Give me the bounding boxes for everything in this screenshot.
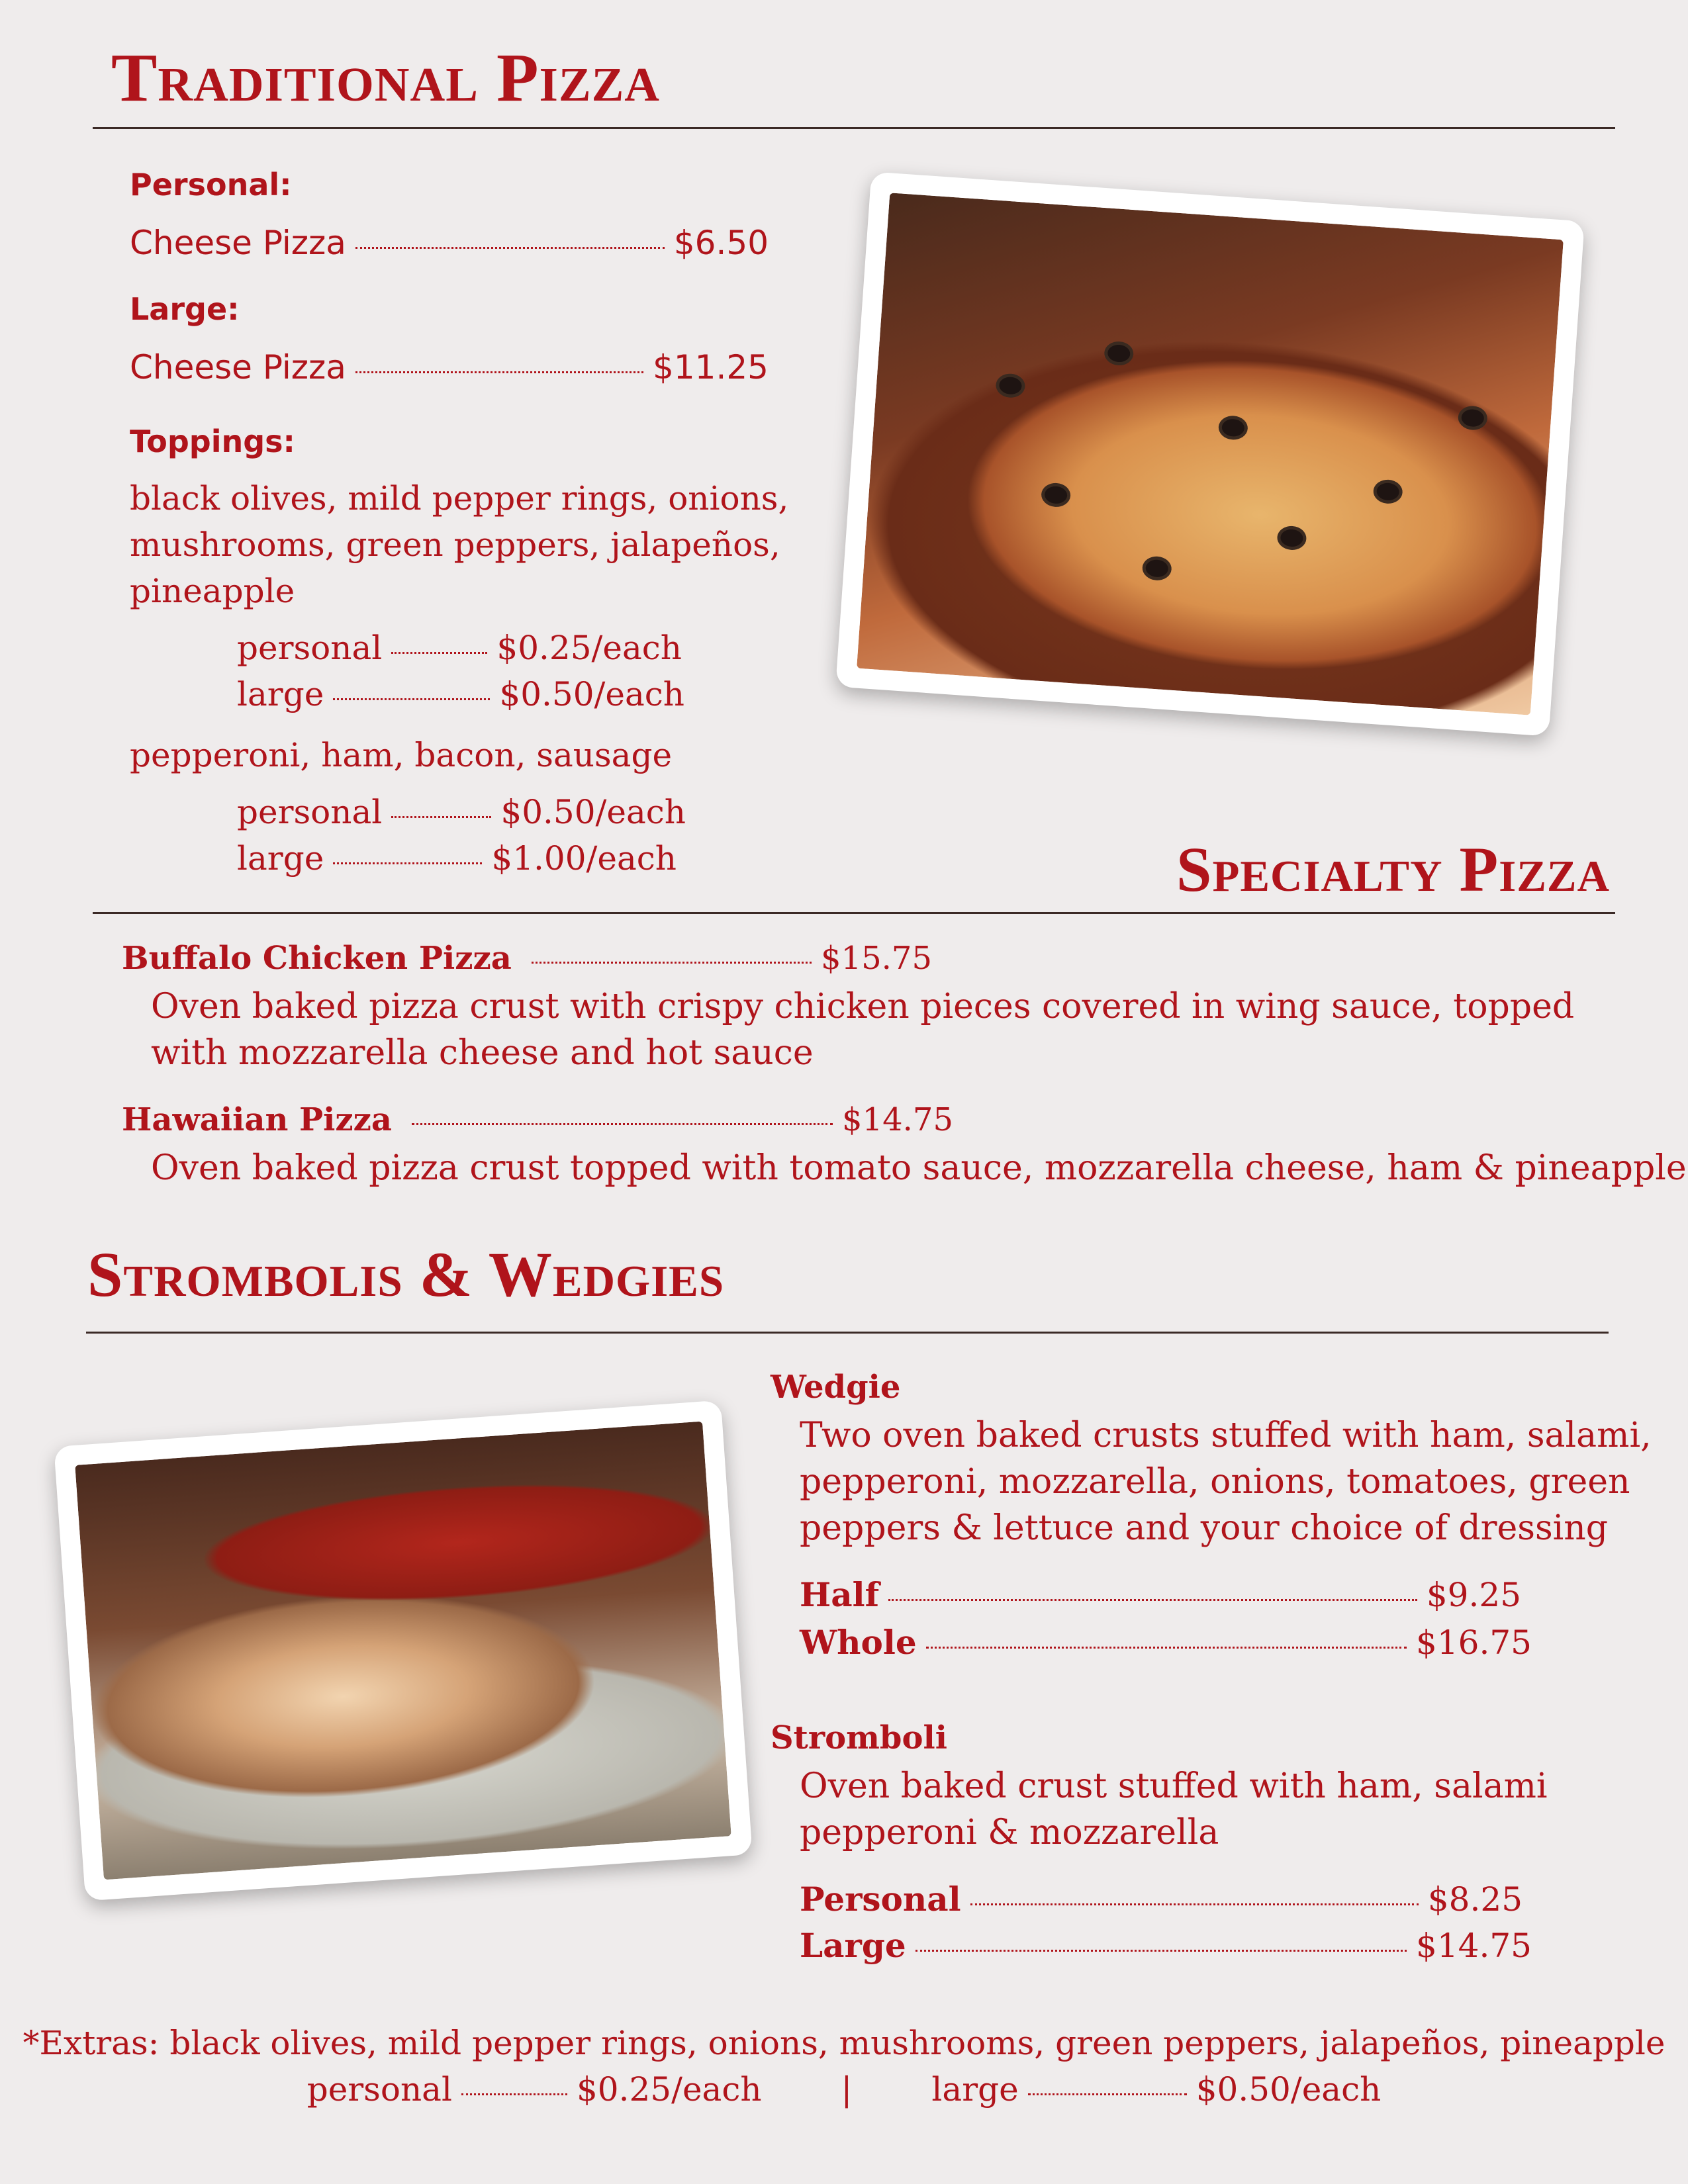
stromboli-image — [75, 1422, 731, 1880]
size-label: Large — [800, 1926, 906, 1965]
group1-personal-row — [237, 629, 682, 667]
leader-dots — [333, 862, 482, 864]
personal-cheese-row — [130, 224, 769, 262]
item-price: $15.75 — [821, 940, 932, 977]
extras-large-price: $0.50/each — [1196, 2070, 1382, 2109]
hawaiian-description — [151, 1145, 1687, 1191]
personal-label: Personal: — [130, 167, 292, 203]
leader-dots — [532, 962, 812, 964]
leader-dots — [1028, 2093, 1187, 2095]
toppings-label: Toppings: — [130, 424, 295, 459]
leader-dots — [461, 2093, 567, 2095]
wedgie-name: Wedgie — [771, 1369, 901, 1406]
wedgie-description — [800, 1412, 1652, 1551]
strombolis-divider — [86, 1332, 1609, 1334]
size-label: large — [237, 675, 324, 713]
size-price: $16.75 — [1416, 1623, 1532, 1662]
extras-large-label: large — [931, 2070, 1019, 2109]
desc-line: with mozzarella cheese and hot sauce — [151, 1033, 814, 1073]
leader-dots — [926, 1647, 1407, 1649]
item-price: $6.50 — [673, 224, 769, 262]
extras-personal-price: $0.25/each — [576, 2070, 762, 2109]
desc-line: pepperoni & mozzarella — [800, 1813, 1219, 1852]
specialty-divider — [93, 912, 1615, 914]
desc-line: peppers & lettuce and your choice of dressing — [800, 1508, 1609, 1548]
toppings-line: black olives, mild pepper rings, onions, — [130, 479, 789, 518]
large-cheese-row — [130, 348, 769, 387]
desc-line: Oven baked pizza crust topped with tomato sauce, mozzarella cheese, ham & pineapple — [151, 1148, 1687, 1188]
stromboli-personal-row — [800, 1880, 1523, 1919]
leader-dots — [391, 816, 491, 818]
group2-personal-row — [237, 793, 686, 831]
size-price: $0.50/each — [500, 793, 686, 831]
toppings-line: mushrooms, green peppers, jalapeños, — [130, 525, 780, 564]
toppings-group1-text — [130, 475, 788, 614]
leader-dots — [333, 698, 490, 700]
size-price: $8.25 — [1427, 1880, 1523, 1919]
size-label: Personal — [800, 1880, 961, 1919]
size-price: $0.50/each — [499, 675, 684, 713]
stromboli-description — [800, 1763, 1548, 1856]
leader-dots — [355, 371, 643, 373]
size-price: $1.00/each — [491, 839, 677, 878]
group2-large-row — [237, 839, 677, 878]
leader-dots — [391, 652, 487, 654]
specialty-item-hawaiian — [122, 1101, 953, 1138]
traditional-pizza-title: Traditional Pizza — [111, 40, 660, 116]
size-label: Whole — [800, 1623, 917, 1662]
extras-separator: | — [841, 2070, 853, 2109]
leader-dots — [412, 1123, 833, 1125]
item-price: $14.75 — [842, 1101, 953, 1138]
strombolis-wedgies-title: Strombolis & Wedgies — [87, 1239, 725, 1310]
stromboli-name: Stromboli — [771, 1719, 947, 1756]
pizza-image — [857, 193, 1564, 715]
item-price: $11.25 — [653, 348, 769, 387]
traditional-divider — [93, 127, 1615, 129]
size-label: personal — [237, 793, 383, 831]
item-name: Cheese Pizza — [130, 348, 346, 387]
extras-personal-label: personal — [306, 2070, 452, 2109]
extras-prices — [0, 2070, 1688, 2109]
stromboli-large-row — [800, 1926, 1532, 1965]
wedgie-whole-row — [800, 1623, 1532, 1662]
group1-large-row — [237, 675, 684, 713]
specialty-pizza-title: Specialty Pizza — [1176, 834, 1610, 905]
large-label: Large: — [130, 291, 240, 327]
item-name: Buffalo Chicken Pizza — [122, 940, 512, 977]
wedgie-half-row — [800, 1575, 1521, 1614]
extras-line: *Extras: black olives, mild pepper rings, onions, mushrooms, green peppers, jalapeños, pineapple — [23, 2024, 1665, 2062]
desc-line: Two oven baked crusts stuffed with ham, salami, — [800, 1416, 1652, 1455]
toppings-group2-text: pepperoni, ham, bacon, sausage — [130, 736, 673, 774]
item-name: Cheese Pizza — [130, 224, 346, 262]
desc-line: pepperoni, mozzarella, onions, tomatoes, green — [800, 1462, 1630, 1502]
leader-dots — [355, 247, 665, 249]
size-price: $0.25/each — [496, 629, 682, 667]
stromboli-photo — [54, 1400, 753, 1901]
size-label: Half — [800, 1575, 880, 1614]
leader-dots — [888, 1599, 1417, 1601]
size-label: personal — [237, 629, 383, 667]
specialty-item-buffalo — [122, 940, 932, 977]
leader-dots — [970, 1903, 1419, 1905]
item-name: Hawaiian Pizza — [122, 1101, 392, 1138]
desc-line: Oven baked pizza crust with crispy chicken pieces covered in wing sauce, topped — [151, 987, 1575, 1026]
pizza-photo — [835, 171, 1585, 736]
desc-line: Oven baked crust stuffed with ham, salami — [800, 1766, 1548, 1806]
toppings-line: pineapple — [130, 572, 295, 610]
size-price: $14.75 — [1416, 1927, 1532, 1965]
size-price: $9.25 — [1426, 1576, 1521, 1614]
buffalo-description — [151, 983, 1574, 1076]
leader-dots — [915, 1950, 1407, 1952]
size-label: large — [237, 839, 324, 878]
